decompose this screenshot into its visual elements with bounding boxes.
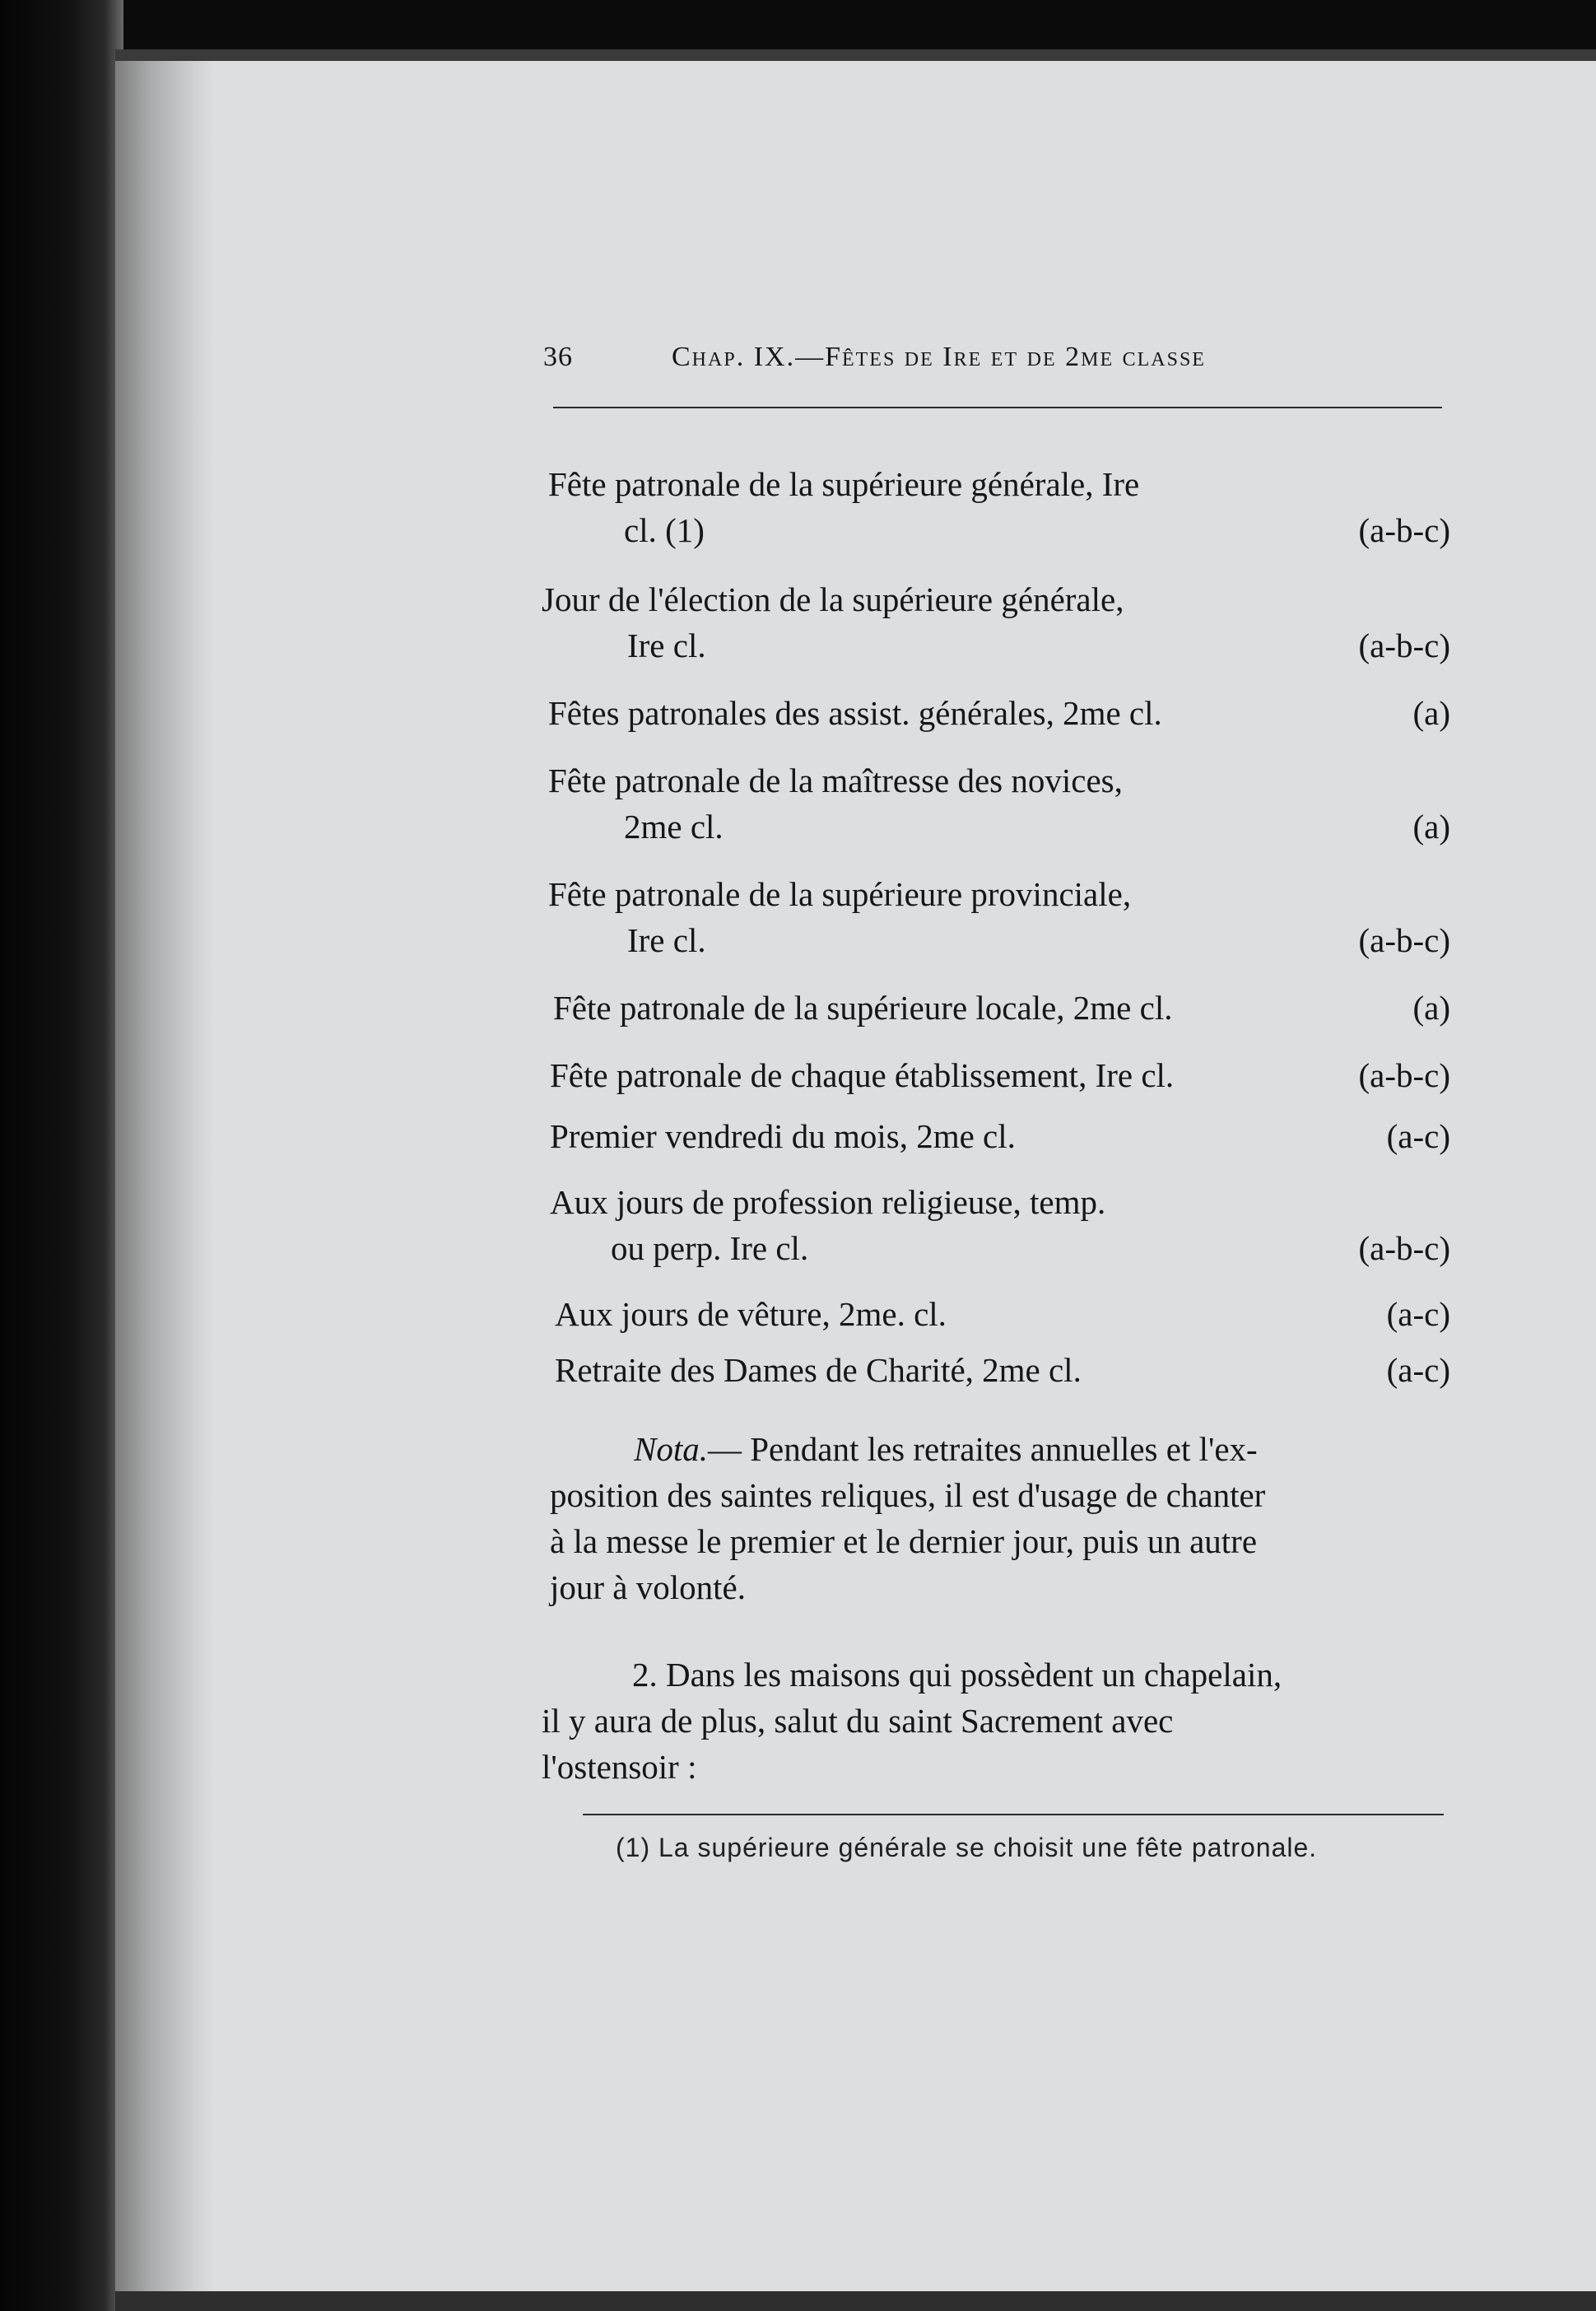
entry-text: Fête patronale de la maîtresse des novices, — [548, 762, 1123, 799]
entry-text-continued: ou perp. Ire cl. — [611, 1229, 809, 1267]
entry-text: Fête patronale de la supérieure provinciale, — [548, 875, 1132, 913]
nota-text: position des saintes reliques, il est d'usage de chanter — [550, 1476, 1266, 1514]
entry-veture — [555, 1291, 1450, 1337]
entry-text-continued: Ire cl. — [627, 921, 706, 959]
nota-text: jour à volonté. — [550, 1568, 746, 1606]
footnote: (1) La supérieure générale se choisit une fête patronale. — [616, 1833, 1318, 1862]
entry-code: (a-b-c) — [1358, 921, 1450, 959]
entry-code: (a) — [1412, 989, 1450, 1027]
paragraph-text: il y aura de plus, salut du saint Sacrement avec — [542, 1702, 1174, 1740]
entry-premier-vendredi — [550, 1113, 1450, 1159]
entry-text: Aux jours de vêture, 2me. cl. — [555, 1295, 947, 1333]
entry-code: (a-b-c) — [1358, 1229, 1450, 1267]
nota-text: — Pendant les retraites annuelles et l'ex- — [708, 1430, 1258, 1468]
running-title: Chap. IX.—Fêtes de Ire et de 2me classe — [672, 342, 1206, 372]
page-header — [543, 342, 1449, 383]
entry-superieure-generale — [548, 461, 1450, 553]
entry-code: (a-c) — [1386, 1351, 1450, 1389]
paragraph-text: 2. Dans les maisons qui possèdent un chapelain, — [632, 1656, 1282, 1694]
paragraph-chapelain — [542, 1652, 1450, 1790]
entry-profession — [550, 1179, 1450, 1271]
entry-maitresse-novices — [548, 757, 1450, 850]
entry-code: (a-c) — [1386, 1295, 1450, 1333]
scan-top-edge — [115, 49, 1596, 61]
scan-left-edge — [0, 0, 123, 2311]
entry-text-continued: 2me cl. — [624, 808, 724, 846]
entry-text: Premier vendredi du mois, 2me cl. — [550, 1117, 1016, 1155]
entry-assistantes — [548, 690, 1450, 736]
header-rule — [553, 407, 1442, 408]
entry-code: (a-b-c) — [1358, 627, 1450, 664]
entry-text: Fête patronale de la supérieure générale, Ire — [548, 465, 1140, 503]
scan-bottom-edge — [115, 2291, 1596, 2311]
page-number: 36 — [543, 342, 573, 372]
entry-election — [542, 576, 1450, 669]
entry-text-continued: cl. (1) — [624, 511, 705, 549]
entry-text: Jour de l'élection de la supérieure générale, — [542, 580, 1124, 618]
entry-code: (a-b-c) — [1358, 511, 1450, 549]
nota-text: à la messe le premier et le dernier jour, puis un autre — [550, 1522, 1258, 1560]
entry-superieure-locale — [553, 985, 1450, 1031]
entry-code: (a-b-c) — [1358, 1056, 1450, 1094]
entry-code: (a) — [1412, 694, 1450, 732]
entry-retraite-dames — [555, 1347, 1450, 1393]
entry-text: Retraite des Dames de Charité, 2me cl. — [555, 1351, 1082, 1389]
entry-etablissement — [550, 1052, 1450, 1098]
footnote-rule — [583, 1814, 1444, 1815]
entry-superieure-provinciale — [548, 871, 1450, 963]
entry-text: Aux jours de profession religieuse, temp. — [550, 1183, 1106, 1221]
entry-text: Fête patronale de chaque établissement, Ire cl. — [550, 1056, 1175, 1094]
nota-label: Nota. — [634, 1430, 708, 1468]
entry-text: Fête patronale de la supérieure locale, 2me cl. — [553, 989, 1173, 1027]
entry-code: (a) — [1412, 808, 1450, 846]
nota-paragraph — [550, 1426, 1450, 1610]
entry-code: (a-c) — [1386, 1117, 1450, 1155]
page-gutter-shadow — [115, 49, 214, 2311]
entry-text-continued: Ire cl. — [627, 627, 706, 664]
entry-text: Fêtes patronales des assist. générales, 2me cl. — [548, 694, 1162, 732]
paragraph-text: l'ostensoir : — [542, 1748, 697, 1786]
